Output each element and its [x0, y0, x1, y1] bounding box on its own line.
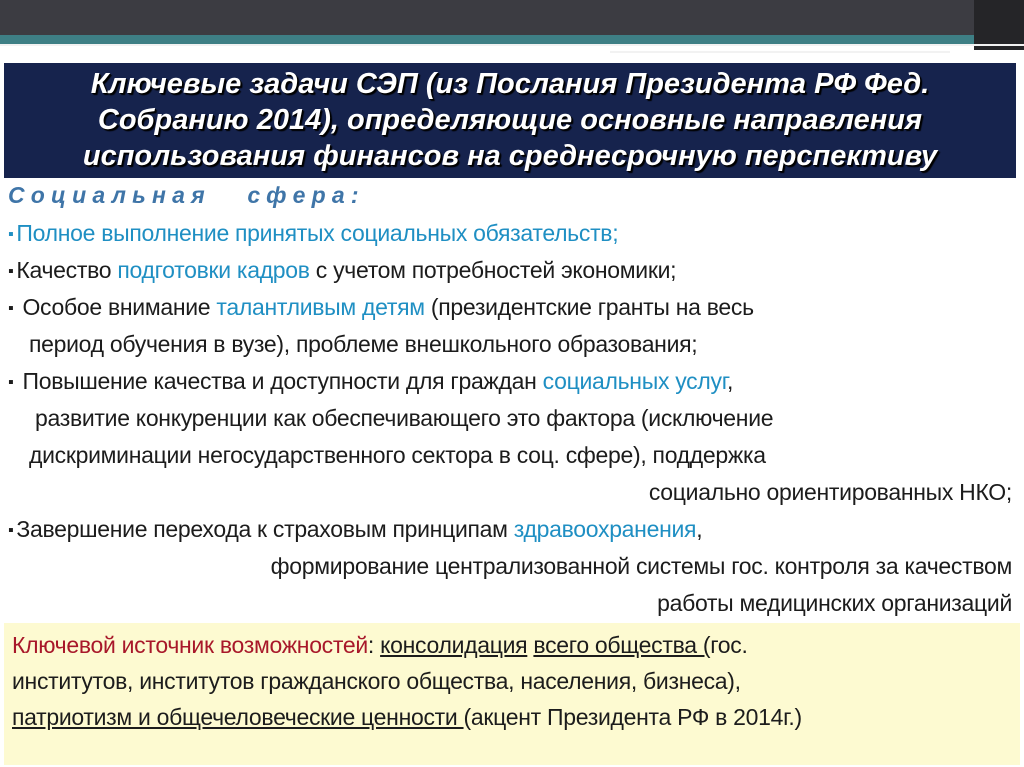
bullet-text: с учетом потребностей экономики; [309, 257, 677, 283]
key-source-label: Ключевой источник возможностей [12, 632, 368, 658]
key-source-colon: : [367, 632, 381, 658]
bullet-item-4-continuation: дискриминации негосударственного сектора в соц. сфере), поддержка [29, 442, 766, 468]
bullet-item-2 [8, 256, 676, 286]
slide-title [4, 63, 1016, 178]
key-source-line-3 [12, 703, 802, 731]
bullet-icon: ▪ [8, 374, 14, 391]
bullet-accent: здравоохранения [513, 516, 697, 542]
bullet-accent: социальных услуг [542, 368, 727, 394]
key-source-line-1 [12, 631, 748, 659]
separator-line-short [610, 51, 950, 53]
bullet-text: Завершение перехода к страховым принципам [16, 516, 514, 542]
key-source-line-2: институтов, институтов гражданского общества, населения, бизнеса), [12, 668, 741, 694]
bullet-text: , [726, 368, 734, 394]
bullet-item-5 [8, 515, 702, 545]
key-source-text: (акцент Президента РФ в 2014г.) [463, 704, 802, 730]
bullet-item-4 [8, 367, 733, 397]
key-source-phrase: всего общества ( [533, 632, 711, 658]
title-line-2: Собранию 2014), определяющие основные направления [97, 104, 923, 136]
bullet-icon: ▪ [8, 263, 14, 280]
bullet-text: Повышение качества и доступности для граждан [16, 368, 543, 394]
corner-block [974, 0, 1024, 50]
bullet-text: Качество [16, 257, 118, 283]
bullet-item-3 [8, 293, 754, 323]
bullet-item-5-continuation: работы медицинских организаций [657, 590, 1012, 616]
bullet-item-3-continuation: период обучения в вузе), проблеме внешкольного образования; [29, 331, 698, 357]
bullet-item-1 [8, 219, 618, 249]
bullet-accent: талантливым детям [216, 294, 425, 320]
key-source-text: гос. [710, 632, 748, 658]
key-source-phrase: патриотизм и общечеловеческие ценности [12, 704, 464, 730]
top-dark-band [0, 0, 1024, 35]
bullet-text: , [696, 516, 703, 542]
bullet-icon: ▪ [8, 522, 14, 539]
bullet-text: Полное выполнение принятых социальных обязательств; [16, 220, 619, 246]
key-source-box [4, 623, 1020, 765]
section-heading: Социальная сфера: [8, 182, 365, 208]
bullet-item-5-continuation: формирование централизованной системы гос. контроля за качеством [270, 553, 1012, 579]
key-source-phrase: консолидация [380, 632, 528, 658]
title-line-3: использования финансов на среднесрочную перспективу [82, 140, 938, 172]
separator-line [0, 44, 1024, 46]
top-decoration-bar [0, 0, 1024, 60]
bullet-text: Особое внимание [16, 294, 217, 320]
bullet-text: (президентские гранты на весь [424, 294, 754, 320]
bullet-icon: ▪ [8, 300, 14, 317]
bullet-item-4-continuation: развитие конкуренции как обеспечивающего это фактора (исключение [35, 405, 774, 431]
bullet-accent: подготовки кадров [117, 257, 310, 283]
bullet-icon: ▪ [8, 226, 14, 243]
title-line-1: Ключевые задачи СЭП (из Послания Президента РФ Фед. [90, 68, 930, 100]
bullet-item-4-continuation: социально ориентированных НКО; [648, 479, 1012, 505]
